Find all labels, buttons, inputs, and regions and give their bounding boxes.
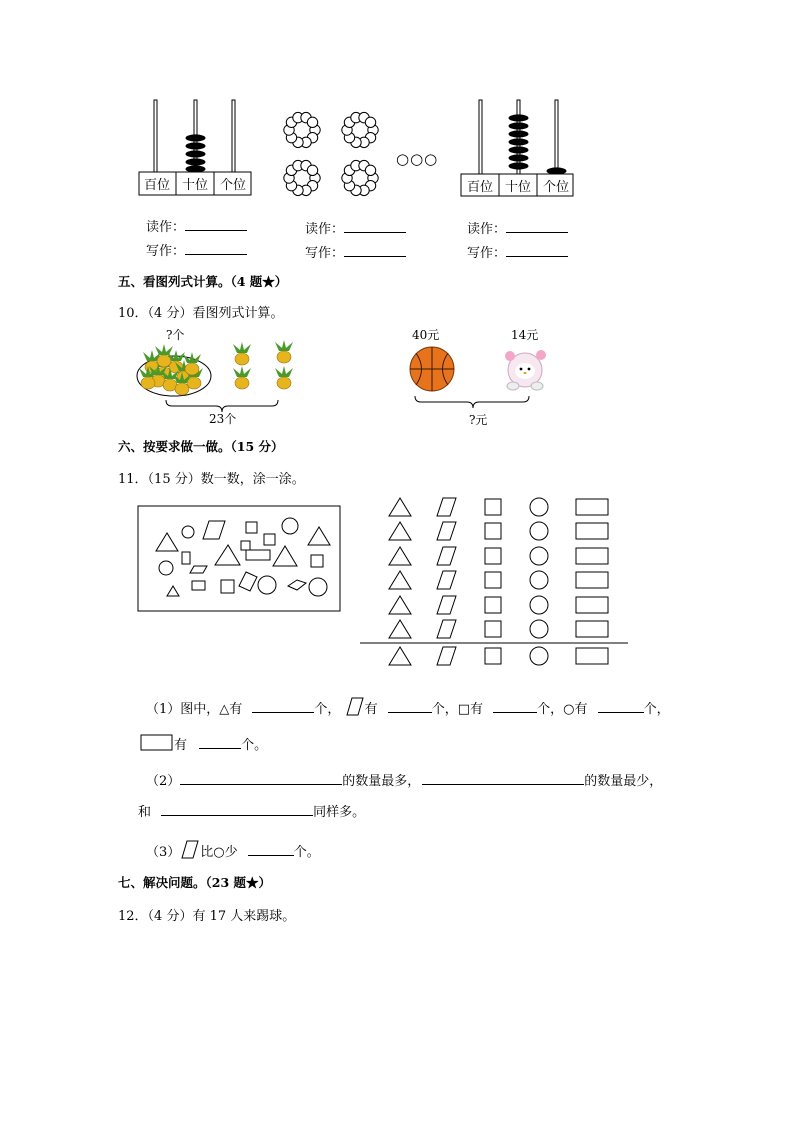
- answer-blank[interactable]: [161, 801, 313, 816]
- section-6-title: 六、按要求做一做。（15 分）: [118, 439, 284, 454]
- read-label-2: 读作：: [305, 218, 406, 237]
- basketball-icon: [410, 347, 454, 391]
- abacus-label-hundreds: 百位: [143, 178, 171, 193]
- answer-blank[interactable]: [248, 841, 294, 856]
- pineapple-unknown-label: ?个: [166, 328, 185, 342]
- price-illustration: [405, 344, 565, 410]
- write-label-2: 写作：: [305, 242, 406, 261]
- toy-price: 14元: [511, 328, 539, 342]
- part-1-line-1: （1）图中，△有 个， 有 个，□有 个，○有 个，: [146, 697, 670, 717]
- answer-blank[interactable]: [180, 770, 342, 785]
- part-1-line-2: 有 个。: [140, 734, 267, 753]
- abacus-left: [138, 98, 253, 198]
- abacus-label-tens: 十位: [181, 178, 209, 193]
- write-label-1: 写作：: [146, 240, 247, 259]
- answer-blank[interactable]: [388, 698, 432, 713]
- answer-blank[interactable]: [344, 218, 406, 233]
- read-label-3: 读作：: [467, 218, 568, 237]
- section-7-title: 七、解决问题。（23 题★）: [118, 875, 271, 890]
- answer-blank[interactable]: [506, 242, 568, 257]
- answer-blank[interactable]: [344, 242, 406, 257]
- pineapple-total-label: 23个: [209, 412, 237, 426]
- parallelogram-icon: [345, 697, 365, 717]
- basketball-price: 40元: [412, 328, 440, 342]
- answer-blank[interactable]: [199, 734, 241, 749]
- tally-chart: [360, 494, 630, 672]
- abacus2-label-ones: 个位: [542, 180, 570, 195]
- abacus-label-ones: 个位: [219, 178, 247, 193]
- total-price-label: ?元: [469, 413, 488, 427]
- answer-blank[interactable]: [598, 698, 644, 713]
- answer-blank[interactable]: [422, 770, 584, 785]
- question-11: 11．（15 分）数一数，涂一涂。: [118, 472, 305, 487]
- answer-blank[interactable]: [185, 240, 247, 255]
- part-2-line-2: 和 同样多。: [138, 801, 365, 820]
- rectangle-icon: [140, 734, 174, 752]
- shapes-box: [137, 505, 342, 613]
- toy-icon: [505, 350, 546, 390]
- abacus2-label-tens: 十位: [504, 180, 532, 195]
- question-12: 12．（4 分）有 17 人来踢球。: [118, 909, 296, 924]
- question-10: 10．（4 分）看图列式计算。: [118, 306, 284, 321]
- answer-blank[interactable]: [252, 698, 314, 713]
- part-2-line-1: （2） 的数量最多， 的数量最少，: [146, 770, 662, 789]
- write-label-3: 写作：: [467, 242, 568, 261]
- answer-blank[interactable]: [185, 216, 247, 231]
- ellipsis: ○○○: [396, 150, 439, 168]
- read-label-1: 读作：: [146, 216, 247, 235]
- pineapple-illustration: [134, 336, 314, 414]
- section-5-title: 五、看图列式计算。（4 题★）: [118, 274, 288, 289]
- answer-blank[interactable]: [493, 698, 537, 713]
- parallelogram-icon: [180, 840, 200, 860]
- part-3: （3） 比○少 个。: [146, 840, 320, 860]
- answer-blank[interactable]: [506, 218, 568, 233]
- abacus-right: [460, 98, 576, 198]
- abacus2-label-hundreds: 百位: [466, 180, 494, 195]
